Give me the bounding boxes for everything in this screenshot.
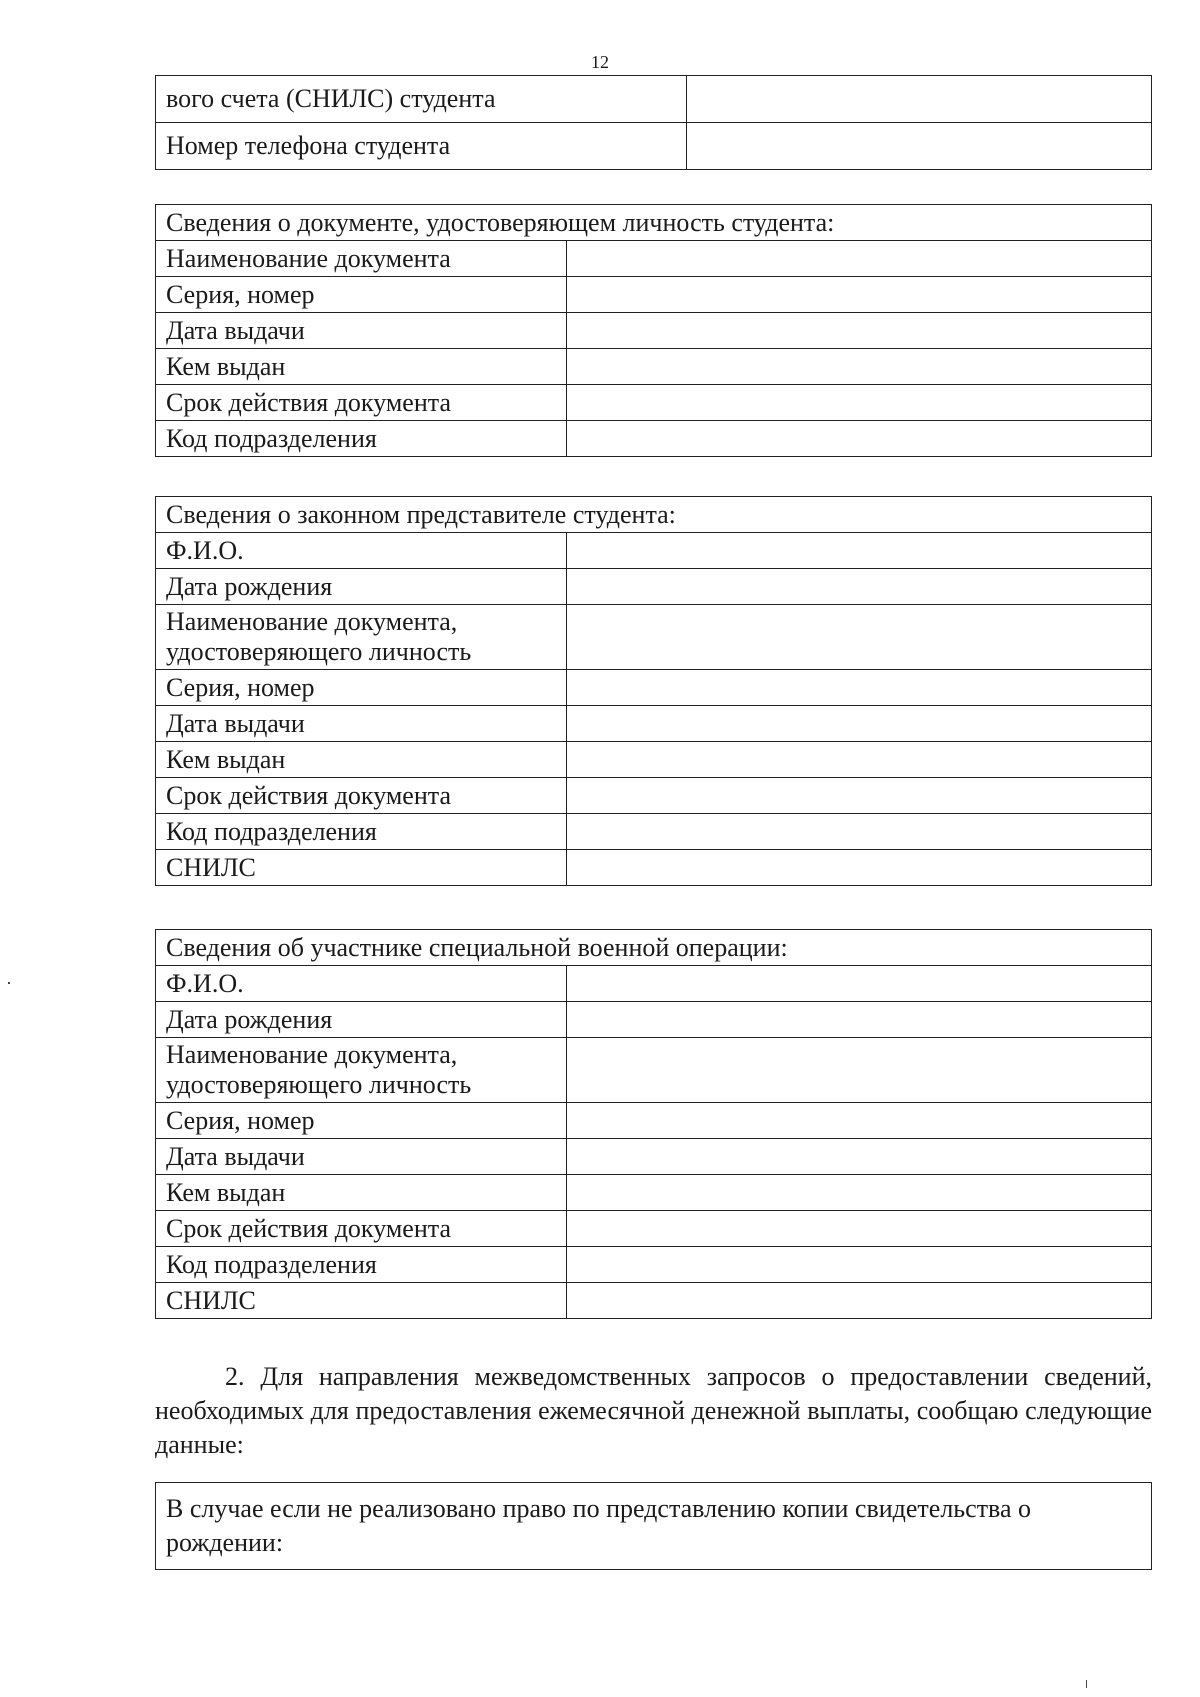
issued-by-field[interactable] (567, 742, 1152, 778)
issue-date-field[interactable] (567, 706, 1152, 742)
table-row (156, 814, 1152, 850)
row-label: Дата рождения (156, 569, 567, 605)
row-label: СНИЛС (156, 850, 567, 886)
table-row (156, 1247, 1152, 1283)
row-label: вого счета (СНИЛС) студента (156, 76, 687, 123)
table-row (156, 1038, 1152, 1103)
row-label: Наименование документа, удостоверяющего личность (156, 605, 567, 670)
table-row (156, 966, 1152, 1002)
document-name-field[interactable] (567, 241, 1152, 277)
identity-document-table (155, 204, 1152, 457)
validity-field[interactable] (567, 778, 1152, 814)
table-row (156, 1483, 1152, 1570)
table-row (156, 76, 1152, 123)
series-number-field[interactable] (567, 1103, 1152, 1139)
table-header-row (156, 930, 1152, 966)
table-row (156, 706, 1152, 742)
series-number-field[interactable] (567, 670, 1152, 706)
row-label: Серия, номер (156, 277, 567, 313)
row-label: СНИЛС (156, 1283, 567, 1319)
student-table (155, 75, 1152, 170)
validity-field[interactable] (567, 1211, 1152, 1247)
table-header: Сведения о документе, удостоверяющем личность студента: (156, 205, 1152, 241)
phone-field[interactable] (687, 123, 1152, 170)
row-label: Ф.И.О. (156, 533, 567, 569)
table-header: Сведения о законном представителе студента: (156, 497, 1152, 533)
table-row (156, 605, 1152, 670)
row-label: Ф.И.О. (156, 966, 567, 1002)
table-row (156, 1139, 1152, 1175)
division-code-field[interactable] (567, 421, 1152, 457)
row-label: Серия, номер (156, 1103, 567, 1139)
row-label: Срок действия документа (156, 778, 567, 814)
row-label: Наименование документа (156, 241, 567, 277)
row-label: Дата выдачи (156, 313, 567, 349)
table-row (156, 533, 1152, 569)
row-label: Срок действия документа (156, 385, 567, 421)
table-row (156, 670, 1152, 706)
representative-table (155, 496, 1152, 886)
division-code-field[interactable] (567, 814, 1152, 850)
division-code-field[interactable] (567, 1247, 1152, 1283)
row-label: Код подразделения (156, 1247, 567, 1283)
table-row (156, 569, 1152, 605)
table-row (156, 277, 1152, 313)
table-row (156, 1175, 1152, 1211)
table-row (156, 385, 1152, 421)
row-label: Дата рождения (156, 1002, 567, 1038)
birth-certificate-box (155, 1482, 1152, 1570)
table-row (156, 778, 1152, 814)
issued-by-field[interactable] (567, 349, 1152, 385)
document-name-field[interactable] (567, 605, 1152, 670)
row-label: Серия, номер (156, 670, 567, 706)
birth-certificate-text: В случае если не реализовано право по представлению копии свидетельства о рождении: (156, 1483, 1152, 1570)
snils-field[interactable] (567, 850, 1152, 886)
table-row (156, 421, 1152, 457)
row-label: Дата выдачи (156, 706, 567, 742)
row-label: Кем выдан (156, 1175, 567, 1211)
table-header-row (156, 205, 1152, 241)
scan-speck (1086, 1680, 1087, 1688)
table-row (156, 123, 1152, 170)
scan-speck (8, 982, 10, 984)
row-label: Код подразделения (156, 421, 567, 457)
page-number: 12 (591, 52, 609, 72)
row-label: Дата выдачи (156, 1139, 567, 1175)
document-name-field[interactable] (567, 1038, 1152, 1103)
table-row (156, 742, 1152, 778)
svo-participant-table (155, 929, 1152, 1319)
row-label: Наименование документа, удостоверяющего личность (156, 1038, 567, 1103)
paragraph-2: 2. Для направления межведомственных запросов о предоставлении сведений, необходимых для предоставления ежемесячной денежной выплаты, сообщаю следующие данные: (155, 1362, 1152, 1459)
issue-date-field[interactable] (567, 1139, 1152, 1175)
snils-field[interactable] (687, 76, 1152, 123)
table-row (156, 1002, 1152, 1038)
table-row (156, 313, 1152, 349)
table-row (156, 1283, 1152, 1319)
row-label: Срок действия документа (156, 1211, 567, 1247)
table-header-row (156, 497, 1152, 533)
row-label: Кем выдан (156, 349, 567, 385)
full-name-field[interactable] (567, 533, 1152, 569)
validity-field[interactable] (567, 385, 1152, 421)
snils-field[interactable] (567, 1283, 1152, 1319)
table-row (156, 850, 1152, 886)
series-number-field[interactable] (567, 277, 1152, 313)
full-name-field[interactable] (567, 966, 1152, 1002)
table-row (156, 1211, 1152, 1247)
row-label: Кем выдан (156, 742, 567, 778)
issued-by-field[interactable] (567, 1175, 1152, 1211)
table-row (156, 241, 1152, 277)
table-row (156, 1103, 1152, 1139)
table-row (156, 349, 1152, 385)
row-label: Номер телефона студента (156, 123, 687, 170)
birth-date-field[interactable] (567, 1002, 1152, 1038)
birth-date-field[interactable] (567, 569, 1152, 605)
row-label: Код подразделения (156, 814, 567, 850)
issue-date-field[interactable] (567, 313, 1152, 349)
table-header: Сведения об участнике специальной военной операции: (156, 930, 1152, 966)
